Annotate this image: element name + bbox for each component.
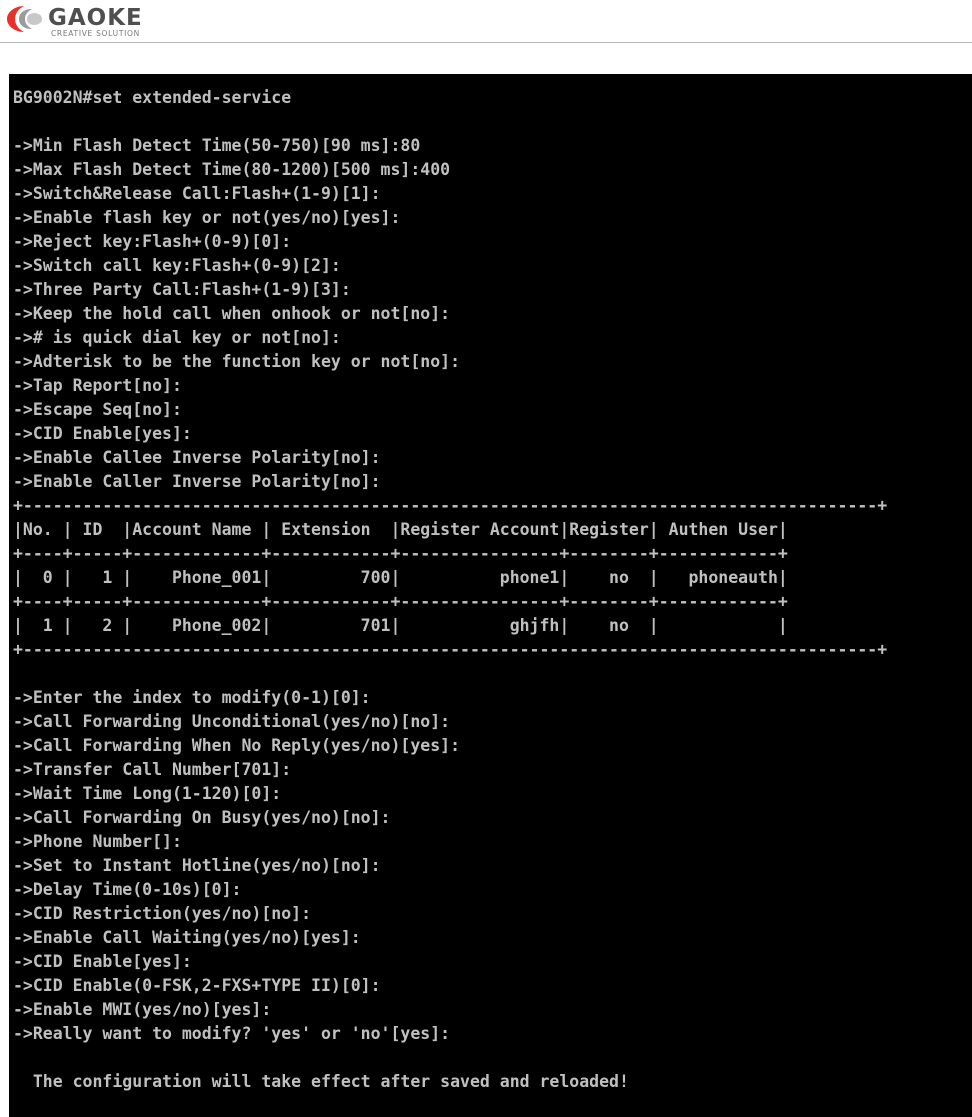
prompt-line: ->Enable Callee Inverse Polarity[no]: [13,448,381,467]
prompt-line: ->Adterisk to be the function key or not[no]: [13,352,461,371]
blank-line [13,1046,887,1070]
prompt-line: ->CID Enable[yes]: [13,424,192,443]
table-border: +--------------------------------------------------------------------------------------+ [13,496,888,515]
prompt-line: ->Reject key:Flash+(0-9)[0]: [13,232,292,251]
prompt-line: ->Enable Call Waiting(yes/no)[yes]: [13,928,361,947]
command-line: BG9002N#set extended-service [13,88,292,107]
prompt-line: ->Three Party Call:Flash+(1-9)[3]: [13,280,351,299]
prompt-line: ->Wait Time Long(1-120)[0]: [13,784,282,803]
terminal-console [9,74,972,1117]
prompt-line: ->CID Enable[yes]: [13,952,192,971]
prompt-line: ->Phone Number[]: [13,832,182,851]
brand-tagline: CREATIVE SOLUTION [51,29,140,38]
prompt-line: ->Really want to modify? 'yes' or 'no'[yes]: [13,1024,451,1043]
prompt-line: ->Transfer Call Number[701]: [13,760,292,779]
header-divider [0,42,972,43]
prompt-line: ->Enable flash key or not(yes/no)[yes]: [13,208,401,227]
prompt-line: -># is quick dial key or not[no]: [13,328,341,347]
table-separator: +----+-----+-------------+------------+----------------+--------+------------+ [13,592,788,611]
table-row: | 0 | 1 | Phone_001| 700| phone1| no | phoneauth| [13,568,788,587]
prompt-line: ->CID Restriction(yes/no)[no]: [13,904,312,923]
prompt-line: ->Enable Caller Inverse Polarity[no]: [13,472,381,491]
prompt-line: ->Escape Seq[no]: [13,400,182,419]
prompt-line: ->Enter the index to modify(0-1)[0]: [13,688,371,707]
table-row: | 1 | 2 | Phone_002| 701| ghjfh| no | | [13,616,788,635]
gaoke-logo-icon [5,5,43,33]
brand-name: GAOKE [48,5,143,31]
prompt-line: ->Max Flash Detect Time(80-1200)[500 ms]:400 [13,160,451,179]
document-header [0,0,972,44]
table-border: +--------------------------------------------------------------------------------------+ [13,640,888,659]
table-separator: +----+-----+-------------+------------+----------------+--------+------------+ [13,544,788,563]
prompt-line: ->Tap Report[no]: [13,376,182,395]
prompt-line: ->Delay Time(0-10s)[0]: [13,880,242,899]
prompt-line: ->CID Enable(0-FSK,2-FXS+TYPE II)[0]: [13,976,381,995]
blank-line [13,110,887,134]
blank-line [13,662,887,686]
result-message: The configuration will take effect after saved and reloaded! [13,1072,629,1091]
prompt-line: ->Switch call key:Flash+(0-9)[2]: [13,256,341,275]
prompt-line: ->Call Forwarding On Busy(yes/no)[no]: [13,808,391,827]
terminal-output [13,86,887,1094]
prompt-line: ->Call Forwarding Unconditional(yes/no)[no]: [13,712,451,731]
prompt-line: ->Switch&Release Call:Flash+(1-9)[1]: [13,184,381,203]
prompt-line: ->Set to Instant Hotline(yes/no)[no]: [13,856,381,875]
table-header-row: |No. | ID |Account Name | Extension |Register Account|Register| Authen User| [13,520,788,539]
prompt-line: ->Keep the hold call when onhook or not[no]: [13,304,451,323]
prompt-line: ->Call Forwarding When No Reply(yes/no)[yes]: [13,736,461,755]
prompt-line: ->Enable MWI(yes/no)[yes]: [13,1000,272,1019]
prompt-line: ->Min Flash Detect Time(50-750)[90 ms]:80 [13,136,421,155]
